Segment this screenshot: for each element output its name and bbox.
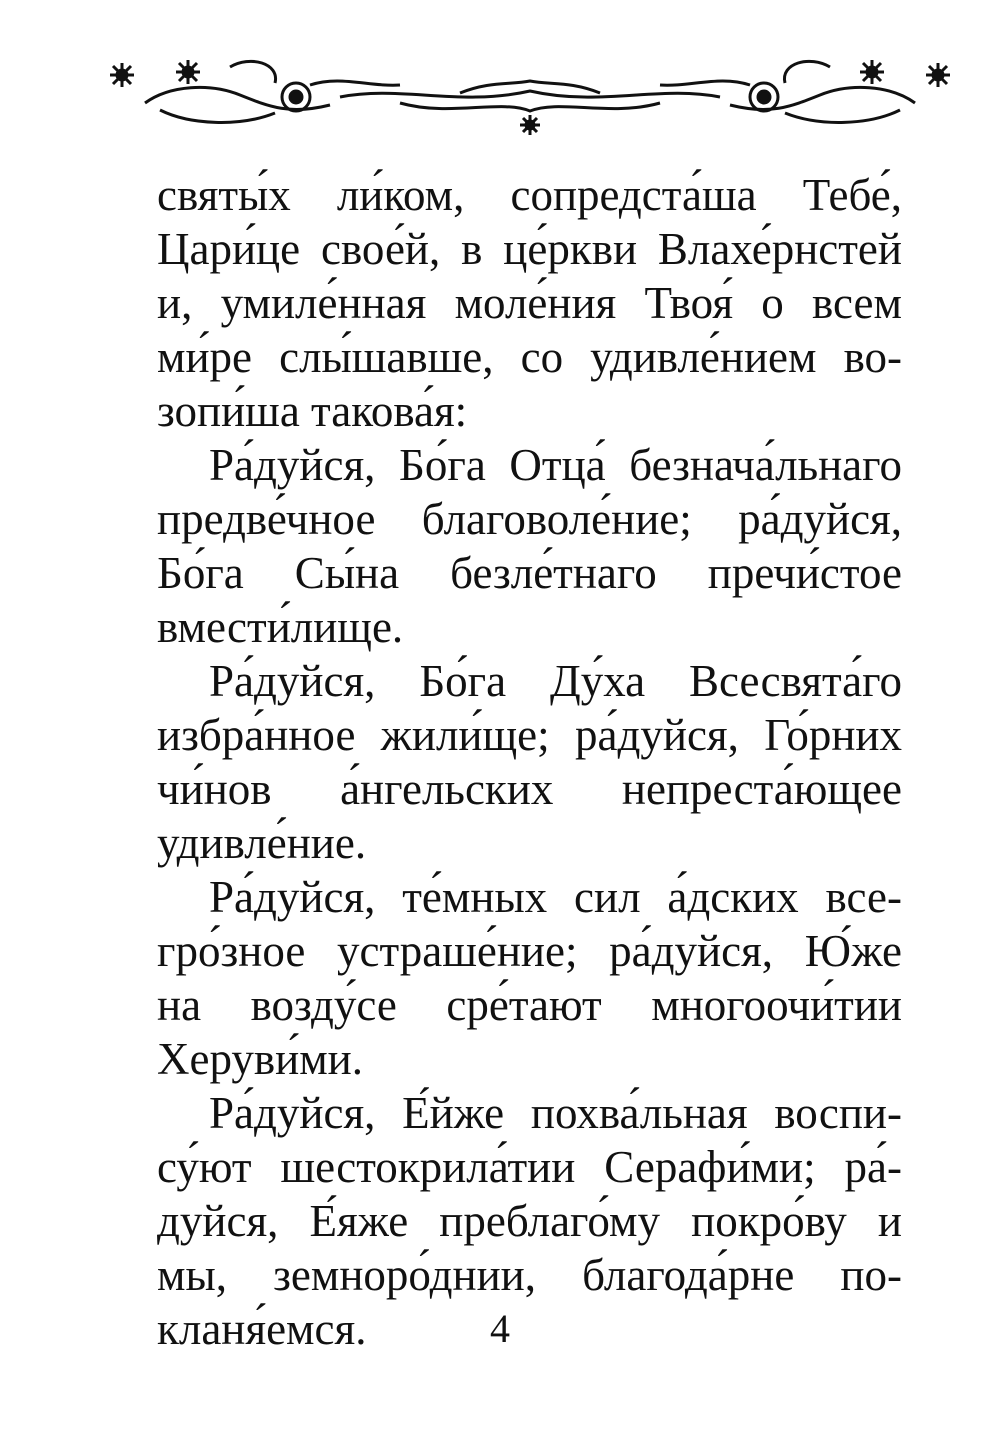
text-line: святы́х ли́ком, сопредста́ша Тебе́, — [157, 170, 902, 220]
text-line: Ра́дуйся, Бо́га Отца́ безнача́льнаго — [209, 440, 902, 490]
text-line: удивле́ние. — [157, 818, 367, 868]
left-flower-icon — [110, 60, 200, 87]
text-line: дуйся, Е́яже преблаго́му покро́ву и — [157, 1196, 902, 1246]
text-line: Цари́це свое́й, в це́ркви Влахе́рнстей — [157, 224, 902, 274]
text-line: Ра́дуйся, Бо́га Ду́ха Всесвята́го — [209, 656, 902, 706]
text-line: мы, земноро́днии, благода́рне по- — [157, 1250, 902, 1300]
text-line: зопи́ша такова́я: — [157, 386, 468, 436]
paragraph — [157, 438, 902, 654]
prayer-text — [157, 168, 902, 1356]
text-line: на возду́се сре́тают многоочи́тии — [157, 980, 902, 1030]
text-line: Ра́дуйся, те́мных сил а́дских все- — [209, 872, 902, 922]
page-number: 4 — [490, 1306, 510, 1351]
text-line: вмести́лище. — [157, 602, 404, 652]
text-line: Бо́га Сы́на безле́тнаго пречи́стое — [157, 548, 902, 598]
text-line: и, умиле́нная моле́ния Твоя́ о всем — [157, 278, 902, 328]
paragraph — [157, 654, 902, 870]
text-line: Херуви́ми. — [157, 1034, 364, 1084]
text-line: избра́нное жили́ще; ра́дуйся, Го́рних — [157, 710, 902, 760]
text-line: Ра́дуйся, Е́йже похва́льная воспи- — [209, 1088, 902, 1138]
right-flower-icon — [860, 60, 950, 87]
paragraph — [157, 870, 902, 1086]
text-line: предве́чное благоволе́ние; ра́дуйся, — [157, 494, 902, 544]
text-line: кланя́емся. — [157, 1304, 367, 1354]
text-line: гро́зное устраше́ние; ра́дуйся, Ю́же — [157, 926, 902, 976]
text-line: ми́ре слы́шавше, со удивле́нием во- — [157, 332, 902, 382]
text-line: су́ют шестокрила́тии Серафи́ми; ра́- — [157, 1142, 902, 1192]
text-line: чи́нов а́нгельских непреста́ющее — [157, 764, 902, 814]
paragraph — [157, 168, 902, 438]
header-ornament-icon — [100, 55, 960, 150]
